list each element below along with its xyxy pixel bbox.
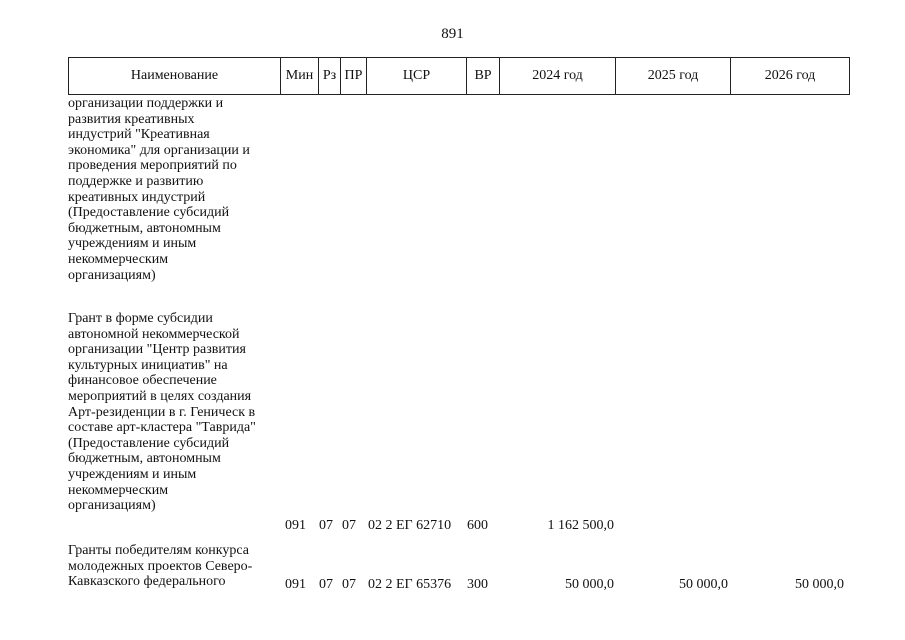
row-2-name-line: (Предоставление субсидий [68,435,230,451]
row-2-name-line: организациям) [68,498,156,514]
row-3-2025: 50 000,0 [679,577,728,592]
row-2-2024: 1 162 500,0 [547,518,614,533]
row-2-name-line: составе арт-кластера "Таврида" [68,420,256,436]
row-3-vr: 300 [467,577,488,592]
column-header-csr: ЦСР [367,58,467,95]
row-1-name-line: индустрий "Креативная [68,127,210,143]
column-header-min: Мин [281,58,319,95]
row-1-name-line: поддержке и развитию [68,173,204,189]
column-header-vr: ВР [467,58,500,95]
row-3-name-line: Гранты победителям конкурса [68,543,249,558]
row-2-name-line: некоммерческим [68,482,169,498]
row-2-name-line: культурных инициатив" на [68,357,228,373]
row-1-name-line: экономика" для организации и [68,142,250,158]
row-3-name [68,543,276,590]
column-header-name: Наименование [69,58,281,95]
row-1-name-line: креативных индустрий [68,189,206,205]
row-1-name [68,96,276,283]
row-2-pr: 07 [342,518,356,533]
row-3-2024: 50 000,0 [565,577,614,592]
row-1-name-line: бюджетным, автономным [68,220,221,236]
row-1-name-line: (Предоставление субсидий [68,205,230,221]
row-1-name-line: организации поддержки и [68,96,224,111]
row-2-vr: 600 [467,518,488,533]
row-2-name-line: финансовое обеспечение [68,373,217,389]
row-2-name-line: организации "Центр развития [68,342,246,358]
row-2-name-line: Арт-резиденции в г. Геническ в [68,404,256,420]
column-header-2025: 2025 год [616,58,731,95]
row-2-name-line: автономной некоммерческой [68,326,240,342]
row-2-name-line: Грант в форме субсидии [68,311,213,326]
row-2-min: 091 [285,518,306,533]
row-3-2026: 50 000,0 [795,577,844,592]
row-1-name-line: развития креативных [68,111,195,127]
page-number: 891 [441,26,464,42]
row-2-csr: 02 2 ЕГ 62710 [368,518,452,533]
column-header-pr: ПР [341,58,367,95]
column-header-2024: 2024 год [500,58,616,95]
row-3-name-line: Кавказского федерального [68,574,226,590]
row-1-name-line: организациям) [68,267,156,283]
row-1-name-line: некоммерческим [68,251,169,267]
row-2-name-line: учреждениям и иным [68,466,197,482]
row-3-csr: 02 2 ЕГ 65376 [368,577,452,592]
row-2-name [68,311,276,514]
row-1-name-line: проведения мероприятий по [68,158,237,174]
row-2-rz: 07 [319,518,333,533]
row-1-name-line: учреждениям и иным [68,236,197,252]
column-header-rz: Рз [319,58,341,95]
row-2-name-line: мероприятий в целях создания [68,388,252,404]
row-3-pr: 07 [342,577,356,592]
column-header-2026: 2026 год [731,58,850,95]
row-3-min: 091 [285,577,306,592]
row-2-name-line: бюджетным, автономным [68,451,221,467]
row-3-name-line: молодежных проектов Северо- [68,558,253,574]
row-3-rz: 07 [319,577,333,592]
table-header [68,57,850,95]
